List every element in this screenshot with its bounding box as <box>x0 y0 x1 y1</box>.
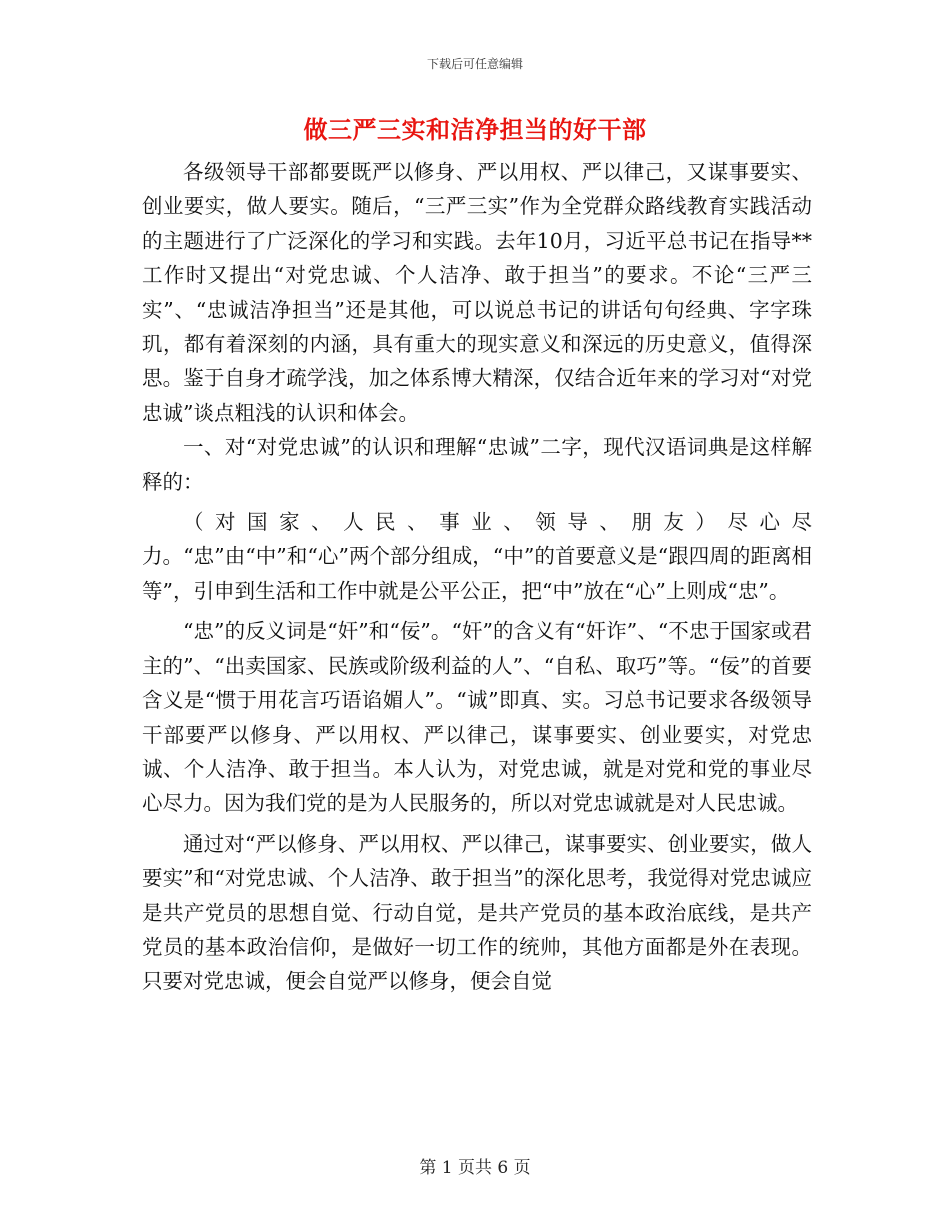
paragraph-4: “忠”的反义词是“奸”和“佞”。“奸”的含义有“奸诈”、“不忠于国家或君主的”、“出卖国家、民族或阶级利益的人”、“自私、取巧”等。“佞”的首要含义是“惯于用花言巧语谄媚人”。“诚”即真、实。习总书记要求各级领导干部要严以修身、严以用权、严以律己，谋事要实、创业要实，对党忠诚、个人洁净、敢于担当。本人认为，对党忠诚，就是对党和党的事业尽心尽力。因为我们党的是为人民服务的，所以对党忠诚就是对人民忠诚。 <box>142 619 812 816</box>
paragraph-1: 各级领导干部都要既严以修身、严以用权、严以律己，又谋事要实、创业要实，做人要实。随后，“三严三实”作为全党群众路线教育实践活动的主题进行了广泛深化的学习和实践。去年10月，习近平总书记在指导**工作时又提出“对党忠诚、个人洁净、敢于担当”的要求。不论“三严三实”、“忠诚洁净担当”还是其他，可以说总书记的讲话句句经典、字字珠玑，都有着深刻的内涵，具有重大的现实意义和深远的历史意义，值得深思。鉴于自身才疏学浅，加之体系博大精深，仅结合近年来的学习对“对党忠诚”谈点粗浅的认识和体会。 <box>142 160 812 425</box>
paragraph-5: 通过对“严以修身、严以用权、严以律己，谋事要实、创业要实，做人要实”和“对党忠诚、个人洁净、敢于担当”的深化思考，我觉得对党忠诚应是共产党员的思想自觉、行动自觉，是共产党员的基本政治底线，是共产党员的基本政治信仰，是做好一切工作的统帅，其他方面都是外在表现。只要对党忠诚，便会自觉严以修身，便会自觉 <box>142 831 812 994</box>
header-note: 下载后可任意编辑 <box>426 57 523 71</box>
paragraph-3: （对国家、人民、事业、领导、朋友）尽心尽力。“忠”由“中”和“心”两个部分组成，“中”的首要意义是“跟四周的距离相等”，引申到生活和工作中就是公平公正，把“中”放在“心”上则成“忠”。 <box>142 510 812 603</box>
paragraph-2: 一、对“对党忠诚”的认识和理解“忠诚”二字，现代汉语词典是这样解释的： <box>142 435 812 494</box>
document-title: 做三严三实和洁净担当的好干部 <box>303 115 647 144</box>
document-body <box>142 155 812 999</box>
page-number: 第 1 页共 6 页 <box>419 1158 531 1178</box>
